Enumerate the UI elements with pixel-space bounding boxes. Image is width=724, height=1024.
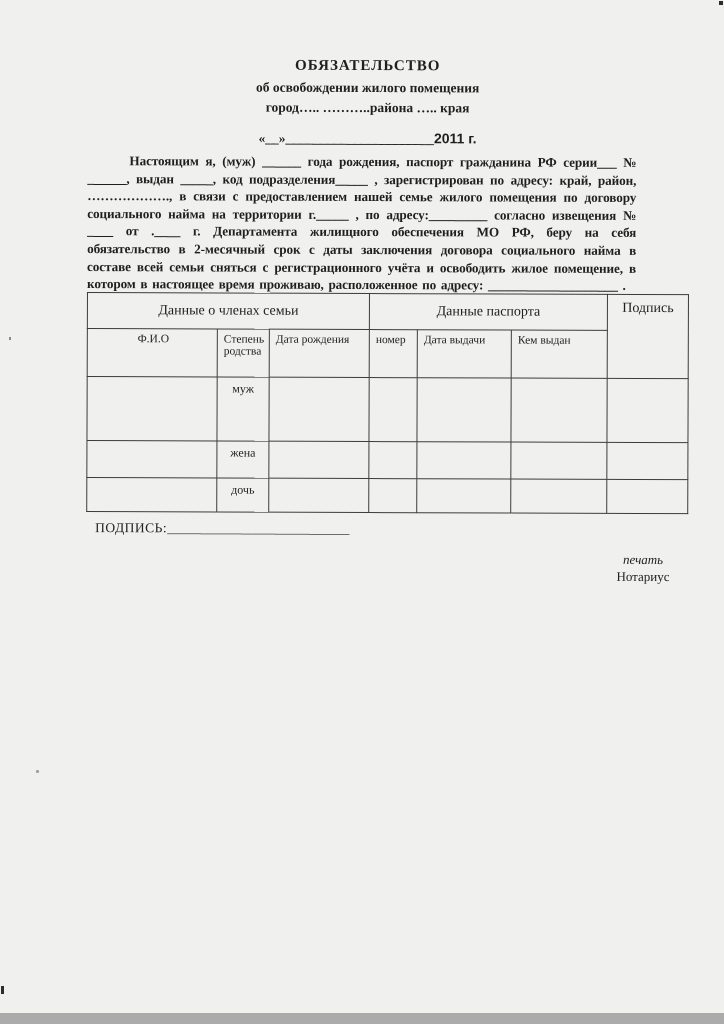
table-column-header-row (87, 329, 688, 379)
column-header-fio: Ф.И.О (87, 329, 217, 377)
cell-signature (607, 479, 688, 513)
cell-birth-date (269, 478, 369, 512)
cell-signature (607, 378, 688, 442)
cell-number (369, 378, 417, 442)
cell-birth-date (269, 377, 369, 441)
stamp-note: печать (622, 551, 664, 568)
notary-label: Нотариус (616, 568, 670, 585)
stamp-notary-block (593, 551, 693, 585)
cell-issue-date (417, 378, 511, 442)
cell-fio (87, 478, 217, 512)
cell-issued-by (511, 378, 607, 442)
cell-issue-date (417, 442, 511, 479)
date-day-blank: «__» (258, 130, 286, 146)
scan-speck (36, 770, 39, 773)
cell-relation: муж (217, 377, 269, 441)
column-header-number: номер (369, 330, 417, 378)
scan-speck (9, 337, 11, 340)
scan-speck (1, 986, 4, 994)
column-header-issued-by: Кем выдан (511, 330, 607, 378)
date-year: 2011 г. (433, 130, 477, 147)
group-header-signature: Подпись (607, 294, 688, 378)
group-header-passport: Данные паспорта (369, 294, 607, 331)
cell-number (369, 479, 417, 513)
date-line (87, 129, 647, 148)
date-month-blank: ______________________ (285, 130, 434, 147)
document-header (87, 57, 647, 148)
cell-number (369, 442, 417, 479)
cell-issued-by (511, 442, 607, 479)
family-members-table (86, 292, 689, 514)
cell-issue-date (417, 479, 511, 513)
signature-label: ПОДПИСЬ: (95, 520, 168, 536)
signature-line (95, 520, 349, 537)
page-subtitle: об освобождении жилого помещения (255, 79, 480, 96)
column-header-birth-date: Дата рождения (269, 329, 369, 377)
table-row-daughter (87, 478, 688, 514)
table-row-husband (87, 377, 688, 443)
location-line: город….. ………..района ….. края (265, 99, 470, 116)
table-group-header-row (87, 293, 688, 331)
signature-blank: ___________________________ (167, 520, 350, 536)
body-paragraph: Настоящим я, (муж) ______ года рождения, паспорт гражданина РФ серии___ № ______, выдан _____, код подразделения_____ , зарегистрирован по адресу: край, район, ………………., в связи с предоставлением нашей семье жилого помещения по договору социального найма на территории г._____ , по адресу:_________ согласно извещения № ____ от .____ г. Департамента жилищного обеспечения МО РФ, беру на себя обязательство в 2-месячный срок с даты заключения договора социального найма в составе всей семьи сняться с регистрационного учёта и освободить жилое помещение, в котором в настоящее время проживаю, расположенное по адресу: ____________________ . (86, 153, 637, 294)
table-row-wife (87, 441, 688, 480)
cell-fio (87, 377, 217, 441)
cell-issued-by (511, 479, 607, 513)
group-header-family: Данные о членах семьи (87, 293, 369, 330)
cell-signature (607, 442, 688, 479)
column-header-relation: Степень родства (217, 329, 269, 377)
scan-bottom-band (0, 1013, 724, 1024)
cell-relation: жена (217, 441, 269, 478)
page-title: ОБЯЗАТЕЛЬСТВО (295, 57, 441, 75)
cell-birth-date (269, 441, 369, 478)
cell-fio (87, 441, 217, 478)
cell-relation: дочь (217, 478, 269, 512)
column-header-issue-date: Дата выдачи (417, 330, 511, 378)
scan-speck (719, 1, 723, 5)
